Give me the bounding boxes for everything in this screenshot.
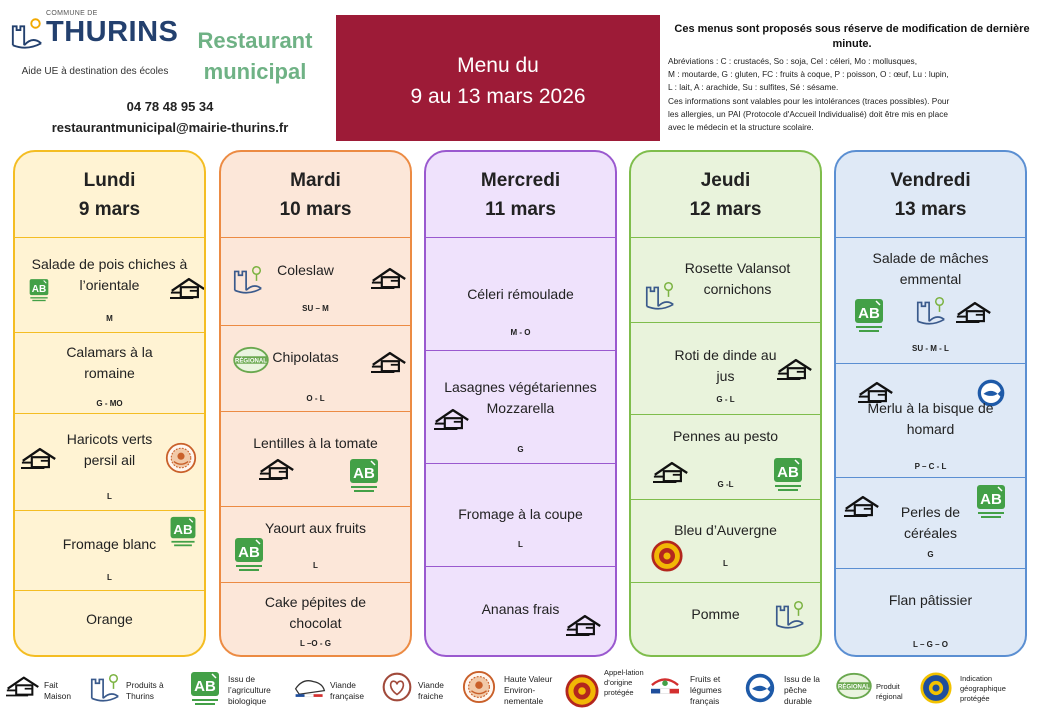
dish-item <box>836 363 1025 477</box>
dish-allergens: L –O - G <box>300 639 331 648</box>
legend <box>0 664 1040 720</box>
dish-name: Yaourt aux fruits <box>265 520 366 536</box>
dish-allergens: G -L <box>717 480 734 489</box>
dish-item <box>631 499 820 582</box>
day-header <box>221 152 410 238</box>
dish-name: Roti de dinde au jus <box>674 347 777 384</box>
fait-maison-icon <box>21 446 57 472</box>
day-date: 12 mars <box>689 199 762 220</box>
ab-icon <box>854 298 884 334</box>
thurins-icon <box>231 262 265 296</box>
ab-icon <box>29 278 49 303</box>
dish-item <box>221 411 410 506</box>
abbr-line-3: L : lait, A : arachide, Su : sulfites, Sé : sésame. <box>668 82 839 93</box>
dish-name: Coleslaw <box>277 262 334 278</box>
ab-icon <box>169 516 197 548</box>
restaurant-title-line2: municipal <box>203 59 307 84</box>
legend-igp: Indication géographique protégée <box>960 674 1006 703</box>
abbr-line-1: Abréviations : C : crustacés, So : soja, Cel : céleri, Mo : mollusques, <box>668 56 918 66</box>
day-name: Jeudi <box>700 170 751 191</box>
day-date: 11 mars <box>485 199 556 220</box>
dish-name: Cake pépites de chocolat <box>264 594 367 631</box>
dish-item <box>426 350 615 463</box>
day-name: Vendredi <box>890 170 971 191</box>
dish-name: Chipolatas <box>272 349 339 365</box>
dish-name: Pennes au pesto <box>672 428 779 444</box>
day-date: 13 mars <box>894 199 967 220</box>
dish-item <box>631 414 820 499</box>
day-header <box>836 152 1025 238</box>
legend-regional: Produit régional <box>876 682 903 701</box>
menu-banner <box>336 15 660 141</box>
dish-name: Ananas frais <box>481 601 560 617</box>
legend-thurins: Produits à Thurins <box>126 680 164 701</box>
dish-name: Fromage à la coupe <box>458 506 583 522</box>
day-jeudi <box>629 150 822 657</box>
dish-allergens: G - MO <box>96 399 123 408</box>
viande-francaise-icon <box>292 674 328 700</box>
day-lundi <box>13 150 206 657</box>
dish-item <box>15 590 204 657</box>
day-mardi <box>219 150 412 657</box>
dish-item <box>15 510 204 590</box>
dish-allergens: P – C - L <box>914 462 947 471</box>
dish-allergens: M - O <box>510 328 531 337</box>
day-header <box>631 152 820 238</box>
fait-maison-icon <box>371 350 407 376</box>
dish-name: Pomme <box>691 606 740 622</box>
dish-allergens: SU – M <box>302 304 329 313</box>
dish-name: Merlu à la bisque de homard <box>867 400 994 437</box>
dish-allergens: L <box>107 573 112 582</box>
dish-item <box>221 238 410 325</box>
note-line-1: Ces informations sont valables pour les intolérances (traces possibles). Pour <box>668 95 950 106</box>
legend-fruits-legumes: Fruits et légumes français <box>690 674 722 706</box>
thurins-icon <box>88 670 122 704</box>
email-address[interactable]: restaurantmunicipal@mairie-thurins.fr <box>51 120 289 135</box>
dish-allergens: G <box>517 445 524 454</box>
info-heading: Ces menus sont proposés sous réserve de modification de dernière minute. <box>674 23 1030 50</box>
dish-name: Perles de céréales <box>900 504 961 541</box>
dish-name: Orange <box>86 611 133 627</box>
dish-item <box>221 325 410 411</box>
dish-item <box>15 238 204 332</box>
viande-fraiche-icon <box>382 672 412 702</box>
dish-item <box>15 332 204 413</box>
ab-icon <box>349 458 379 494</box>
allergen-info <box>668 22 1036 134</box>
dish-item <box>631 582 820 657</box>
regional-icon <box>834 672 874 700</box>
legend-fait-maison: Fait Maison <box>44 680 71 701</box>
phone-number: 04 78 48 95 34 <box>126 99 214 114</box>
dish-allergens: O - L <box>306 394 325 403</box>
legend-peche-durable: Issu de la pêche durable <box>784 674 820 706</box>
day-mercredi <box>424 150 617 657</box>
day-name: Mardi <box>290 170 341 191</box>
fait-maison-icon <box>566 613 602 639</box>
dish-allergens: L <box>313 561 318 570</box>
dish-name: Haricots verts persil ail <box>66 431 153 468</box>
igp-icon <box>920 672 952 704</box>
dish-name: Céleri rémoulade <box>467 286 574 302</box>
dish-item <box>631 322 820 414</box>
dish-item <box>631 238 820 322</box>
banner-line1: Menu du <box>457 54 539 77</box>
note-line-3: avec le médecin et la structure scolaire. <box>668 122 814 133</box>
dish-name: Salade de mâches emmental <box>872 250 989 287</box>
note-line-2: les allergies, un PAI (Protocole d'Accueil Individualisé) doit être mis en place <box>668 108 948 119</box>
dish-name: Rosette Valansot cornichons <box>684 260 791 297</box>
fruits-legumes-icon <box>646 672 684 700</box>
ab-icon <box>190 670 220 708</box>
hve-icon <box>462 670 496 704</box>
dish-name: Fromage blanc <box>62 536 157 552</box>
dish-allergens: G - L <box>716 395 735 404</box>
dish-item <box>836 568 1025 657</box>
day-name: Mercredi <box>480 170 561 191</box>
fait-maison-icon <box>434 407 470 433</box>
fait-maison-icon <box>844 494 880 520</box>
fait-maison-icon <box>371 266 407 292</box>
hve-icon <box>165 442 197 474</box>
legend-viande-francaise: Viande française <box>330 680 364 701</box>
thurins-icon <box>643 278 677 312</box>
regional-icon <box>231 346 271 374</box>
abbr-line-2: M : moutarde, G : gluten, FC : fruits à coque, P : poisson, O : œuf, Lu : lupin, <box>668 69 949 80</box>
banner-dates: 9 au 13 mars 2026 <box>410 85 586 108</box>
thurins-icon <box>914 293 948 327</box>
thurins-icon <box>773 597 807 631</box>
day-date: 9 mars <box>78 199 141 220</box>
restaurant-title-line1: Restaurant <box>197 28 313 53</box>
aid-text: Aide UE à destination des écoles <box>21 66 169 77</box>
aop-icon <box>565 674 599 708</box>
dish-name: Bleu d’Auvergne <box>674 522 777 538</box>
dish-name: Lentilles à la tomate <box>253 435 378 451</box>
restaurant-title <box>180 25 330 87</box>
dish-item <box>426 566 615 657</box>
dish-allergens: M <box>106 314 113 323</box>
dish-allergens: L – G – O <box>913 640 948 649</box>
commune-logo <box>8 10 179 52</box>
fait-maison-icon <box>6 674 40 700</box>
commune-label: COMMUNE DE <box>46 10 98 17</box>
dish-item <box>221 506 410 582</box>
fait-maison-icon <box>170 276 206 302</box>
legend-hve: Haute Valeur Environ-nementale <box>504 674 553 706</box>
day-vendredi <box>834 150 1027 657</box>
legend-aop: Appel-lation d’origine protégée <box>604 668 644 697</box>
fait-maison-icon <box>777 357 813 383</box>
day-header <box>426 152 615 238</box>
dish-name: Salade de pois chiches à l’orientale <box>31 256 188 293</box>
dish-item <box>221 582 410 657</box>
peche-durable-icon <box>744 672 776 704</box>
fait-maison-icon <box>956 300 992 326</box>
legend-viande-fraiche: Viande fraiche <box>418 680 444 701</box>
dish-allergens: L <box>723 559 728 568</box>
dish-allergens: L <box>518 540 523 549</box>
day-date: 10 mars <box>279 199 352 220</box>
dish-name: Lasagnes végétariennes Mozzarella <box>444 379 597 416</box>
dish-item <box>15 413 204 510</box>
dish-item <box>426 463 615 566</box>
dish-name: Calamars à la romaine <box>66 344 153 381</box>
day-header <box>15 152 204 238</box>
dish-allergens: SU - M - L <box>912 344 949 353</box>
commune-name: THURINS <box>46 16 179 48</box>
legend-bio: Issu de l’agriculture biologique <box>228 674 271 706</box>
fait-maison-icon <box>259 457 295 483</box>
dish-allergens: G <box>927 550 934 559</box>
dish-item <box>426 238 615 350</box>
day-name: Lundi <box>83 170 136 191</box>
castle-logo-icon <box>10 15 44 49</box>
dish-item <box>836 238 1025 363</box>
dish-name: Flan pâtissier <box>888 592 973 608</box>
dish-item <box>836 477 1025 568</box>
dish-allergens: L <box>107 492 112 501</box>
